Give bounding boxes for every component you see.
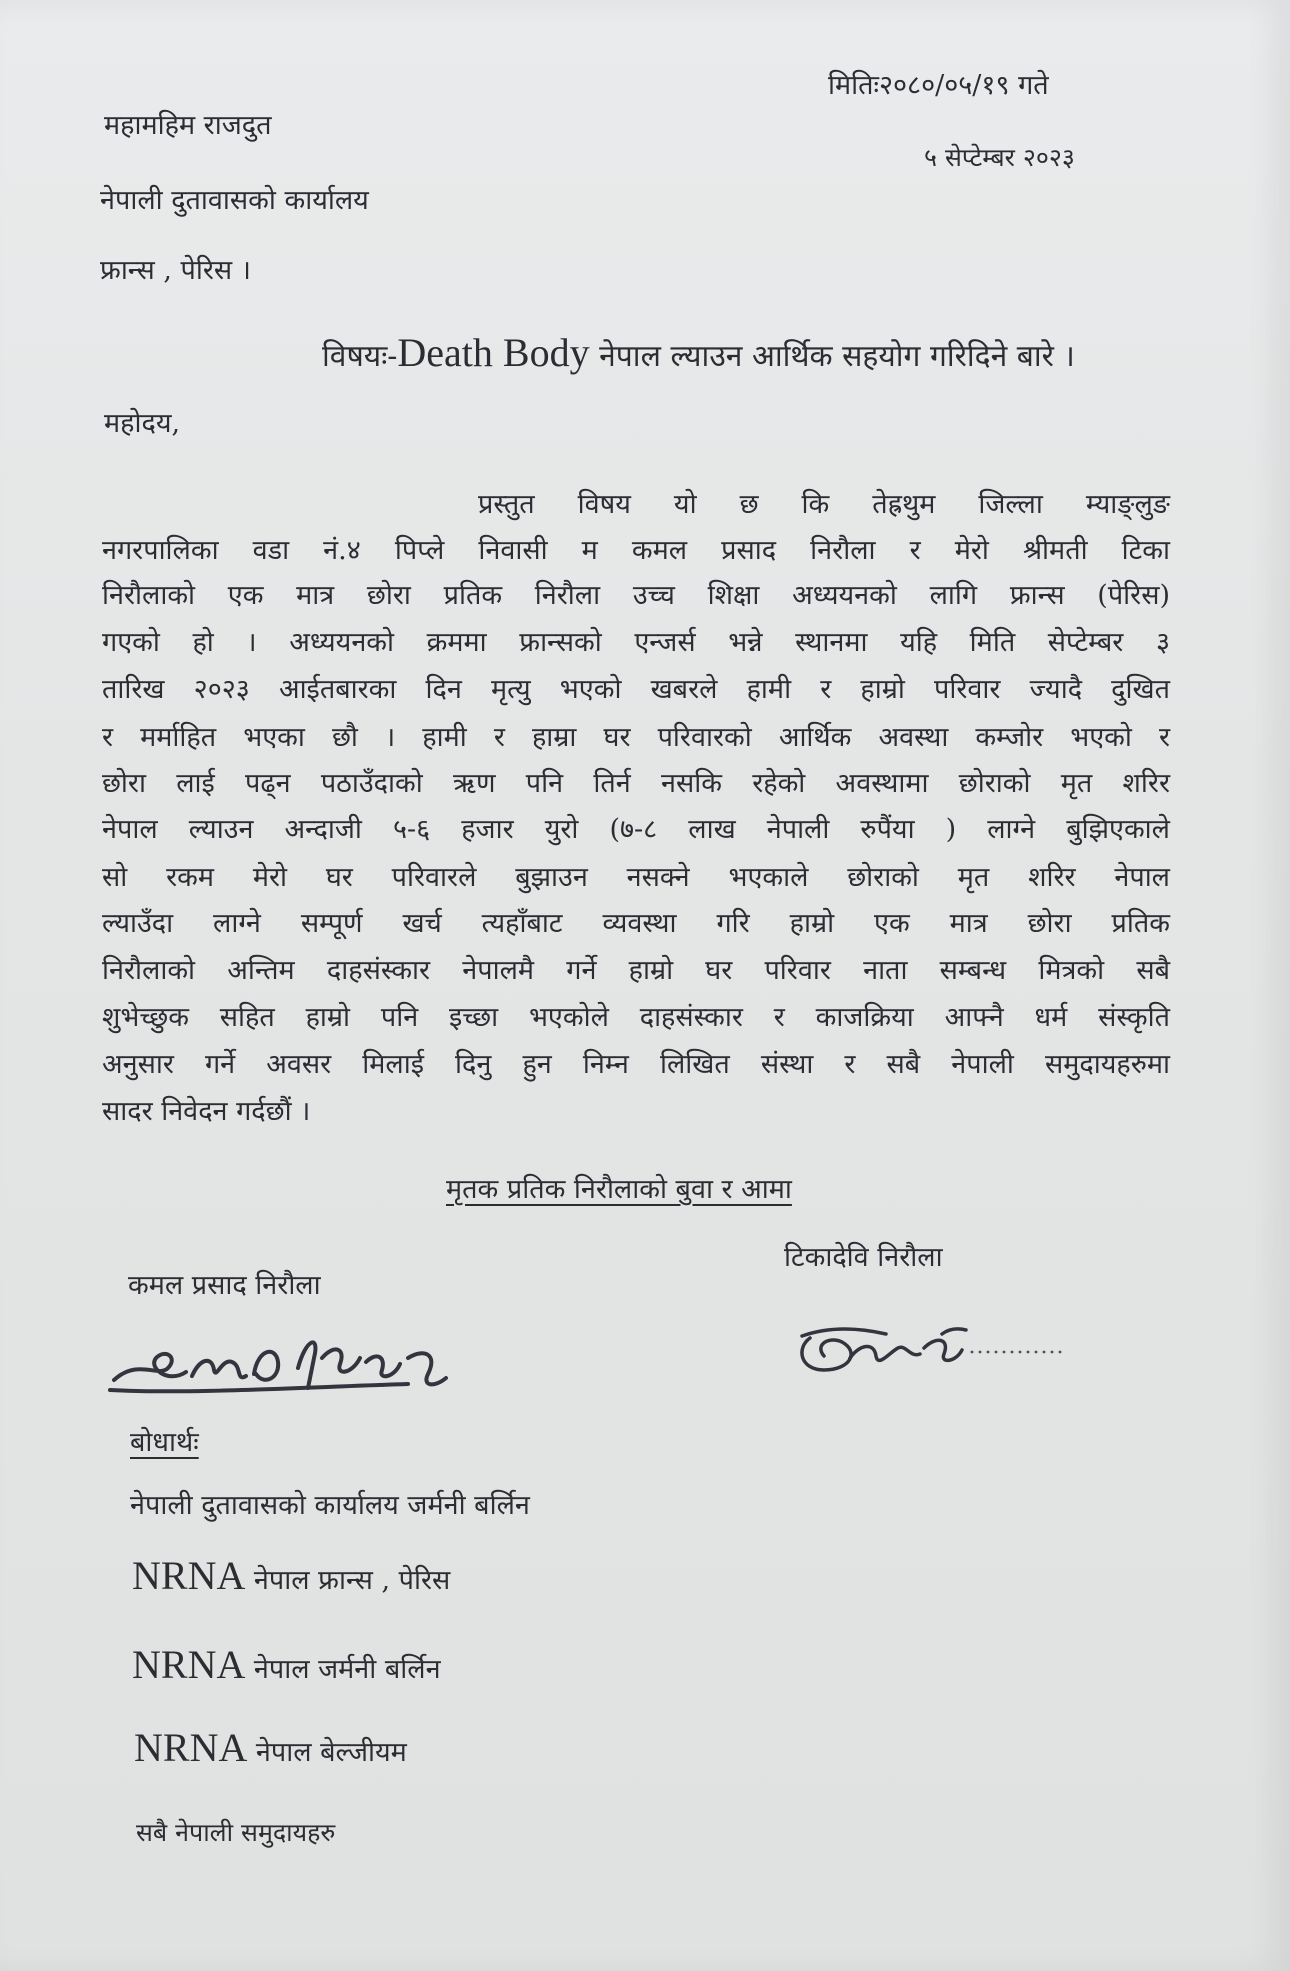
body-line: निरौलाको एक मात्र छोरा प्रतिक निरौला उच्च शिक्षा अध्ययनको लागि फ्रान्स (पेरिस) <box>102 580 1170 611</box>
body-line: प्रस्तुत विषय यो छ कि तेह्रथुम जिल्ला म्याङ्लुङ <box>478 489 1170 520</box>
body-line: र मर्माहित भएका छौ । हामी र हाम्रा घर परिवारको आर्थिक अवस्था कम्जोर भएको र <box>102 722 1170 753</box>
cc-item-prefix: NRNA <box>132 1642 246 1687</box>
body-line: सो रकम मेरो घर परिवारले बुझाउन नसक्ने भएकाले छोराको मृत शरिर नेपाल <box>102 862 1170 893</box>
cc-item-text: नेपाल फ्रान्स , पेरिस <box>245 1565 451 1596</box>
subject-latin: Death Body <box>397 330 590 375</box>
cc-item-text: सबै नेपाली समुदायहरु <box>136 1818 336 1847</box>
subject-rest: नेपाल ल्याउन आर्थिक सहयोग गरिदिने बारे । <box>589 339 1075 374</box>
signature-heading: मृतक प्रतिक निरौलाको बुवा र आमा <box>446 1174 792 1205</box>
body-line: निरौलाको अन्तिम दाहसंस्कार नेपालमै गर्ने हाम्रो घर परिवार नाता सम्बन्ध मित्रको सबै <box>102 955 1170 986</box>
cc-heading: बोधार्थः <box>130 1427 199 1458</box>
cc-item <box>132 1642 441 1688</box>
body-line: छोरा लाई पढ्न पठाउँदाको ऋण पनि तिर्न नसकि रहेको अवस्थामा छोराको मृत शरिर <box>102 768 1170 799</box>
mother-signature <box>790 1308 1080 1388</box>
recipient-line-3: फ्रान्स , पेरिस । <box>100 255 251 286</box>
cc-item-text: नेपाल बेल्जीयम <box>247 1737 407 1768</box>
date-english: ५ सेप्टेम्बर २०२३ <box>924 143 1075 172</box>
body-line: नेपाल ल्याउन अन्दाजी ५-६ हजार युरो (७-८ लाख नेपाली रुपैंया ) लाग्ने बुझिएकाले <box>102 814 1170 845</box>
mother-name: टिकादेवि निरौला <box>784 1242 943 1273</box>
recipient-line-1: महामहिम राजदुत <box>104 110 272 141</box>
body-line: नगरपालिका वडा नं.४ पिप्ले निवासी म कमल प्रसाद निरौला र मेरो श्रीमती टिका <box>102 535 1170 566</box>
subject-line <box>322 330 1075 375</box>
cc-item <box>134 1725 407 1771</box>
salutation: महोदय, <box>104 408 181 439</box>
subject-prefix: विषयः- <box>322 339 398 374</box>
body-line: शुभेच्छुक सहित हाम्रो पनि इच्छा भएकोले दाहसंस्कार र काजक्रिया आफ्नै धर्म संस्कृति <box>102 1002 1170 1033</box>
body-line: सादर निवेदन गर्दछौं । <box>102 1096 311 1127</box>
father-signature <box>108 1318 468 1408</box>
cc-item <box>136 1810 335 1851</box>
cc-item <box>130 1483 530 1524</box>
date-nepali: मितिः२०८०/०५/१९ गते <box>828 70 1049 101</box>
body-line: गएको हो । अध्ययनको क्रममा फ्रान्सको एन्जर्स भन्ने स्थानमा यहि मिति सेप्टेम्बर ३ <box>102 627 1170 658</box>
father-name: कमल प्रसाद निरौला <box>128 1270 321 1301</box>
body-line: ल्याउँदा लाग्ने सम्पूर्ण खर्च त्यहाँबाट व्यवस्था गरि हाम्रो एक मात्र छोरा प्रतिक <box>102 908 1170 939</box>
cc-item-prefix: NRNA <box>134 1725 248 1770</box>
cc-item-text: नेपाल जर्मनी बर्लिन <box>245 1654 441 1685</box>
recipient-line-2: नेपाली दुतावासको कार्यालय <box>100 185 369 216</box>
cc-item-text: नेपाली दुतावासको कार्यालय जर्मनी बर्लिन <box>130 1490 530 1521</box>
cc-item-prefix: NRNA <box>132 1553 246 1598</box>
body-line: तारिख २०२३ आईतबारका दिन मृत्यु भएको खबरले हामी र हाम्रो परिवार ज्यादै दुखित <box>102 674 1170 705</box>
body-line: अनुसार गर्ने अवसर मिलाई दिनु हुन निम्न लिखित संस्था र सबै नेपाली समुदायहरुमा <box>102 1049 1170 1080</box>
cc-item <box>132 1553 451 1599</box>
